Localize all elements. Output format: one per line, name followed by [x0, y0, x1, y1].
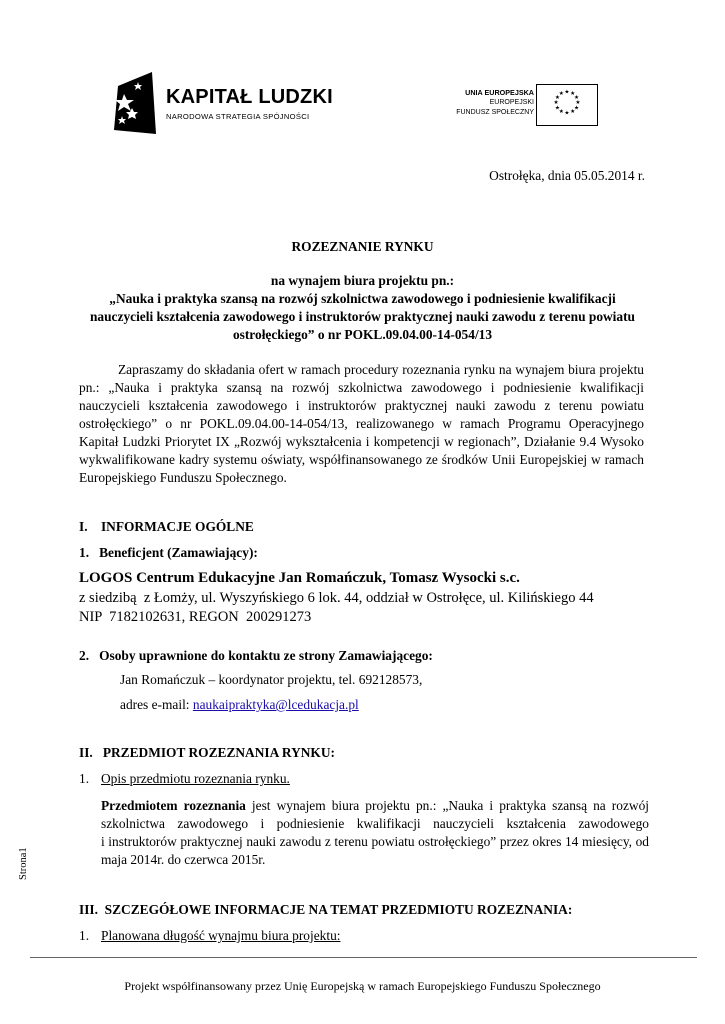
section2-item1-heading: Opis przedmiotu rozeznania rynku.: [101, 771, 290, 786]
subtitle-line4: ostrołęckiego” o nr POKL.09.04.00-14-054/13: [232, 327, 493, 342]
page-number-side-label: Strona1: [18, 847, 29, 880]
subtitle-line2: „Nauka i praktyka szansą na rozwój szkolnictwa zawodowego i podniesienie kwalifikacji: [109, 291, 616, 306]
svg-text:★: ★: [570, 91, 576, 97]
kapital-ludzki-title: KAPITAŁ LUDZKI: [166, 86, 333, 108]
kapital-ludzki-emblem-icon: [112, 72, 156, 134]
email-link[interactable]: naukaipraktyka@lcedukacja.pl: [192, 697, 359, 712]
contact-email-row: [120, 697, 359, 713]
subtitle-line3: nauczycieli kształcenia zawodowego i instruktorów praktycznej nauki zawodu z terenu powiatu: [89, 309, 636, 324]
description-line: szkolnictwa zawodowego i podniesienie kwalifikacji nauczycieli kształcenia zawodowego: [101, 816, 649, 831]
svg-text:★: ★: [564, 89, 570, 96]
kapital-ludzki-subtitle: NARODOWA STRATEGIA SPÓJNOŚCI: [166, 112, 310, 121]
svg-text:★: ★: [573, 94, 580, 101]
intro-line: nauczycieli kształcenia zawodowego i instruktorów praktycznej nauki zawodu z terenu powiatu: [79, 398, 644, 413]
email-label: adres e-mail:: [120, 697, 193, 712]
footer-text: Projekt współfinansowany przez Unię Europejską w ramach Europejskiego Funduszu Społecznego: [124, 979, 601, 993]
intro-line: Kapitał Ludzki Priorytet IX „Rozwój wykształcenia i kompetencji w regionach”, Działanie 9.4 Wysoko: [79, 434, 644, 449]
intro-line: pn.: „Nauka i praktyka szansą na rozwój szkolnictwa zawodowego i podniesienie kwalifikacji: [79, 380, 644, 395]
section3-item1-number: 1.: [79, 928, 90, 943]
svg-text:★: ★: [558, 91, 564, 97]
svg-text:★: ★: [554, 105, 561, 112]
svg-text:★: ★: [570, 109, 576, 116]
eu-logo-line3: FUNDUSZ SPOŁECZNY: [456, 109, 534, 116]
eu-logo-line2: EUROPEJSKI: [489, 99, 534, 106]
intro-line: wykwalifikowane kadry systemu oświaty, współfinansowanego ze środków Unii Europejskiej w ramach: [79, 452, 644, 467]
document-title: ROZEZNANIE RYNKU: [291, 239, 434, 254]
section1-item2-heading: 2. Osoby uprawnione do kontaktu ze strony Zamawiającego:: [79, 648, 433, 663]
footer-divider: [30, 957, 697, 958]
eu-logo: [440, 84, 600, 130]
description-line: [101, 798, 649, 814]
description-line: maja 2014r. do czerwca 2015r.: [101, 852, 266, 867]
section3-item1-heading: Planowana długość wynajmu biura projektu:: [101, 928, 341, 943]
svg-text:★: ★: [564, 110, 570, 117]
company-name: LOGOS Centrum Edukacyjne Jan Romańczuk, Tomasz Wysocki s.c.: [79, 570, 520, 586]
description-line: i instruktorów praktycznej nauki zawodu z terenu powiatu ostrołęckiego” przez okres 14 miesięcy, od: [101, 834, 649, 849]
section1-heading: I. INFORMACJE OGÓLNE: [79, 519, 254, 534]
contact-person: Jan Romańczuk – koordynator projektu, tel. 692128573,: [120, 672, 423, 687]
svg-text:★: ★: [575, 100, 581, 107]
description-text: jest wynajem biura projektu pn.: „Nauka i praktyka szansą na rozwój: [245, 798, 649, 813]
section1-item1-heading: 1. Beneficjent (Zamawiający):: [79, 545, 258, 560]
intro-line: Europejskiego Funduszu Społecznego.: [79, 470, 287, 485]
kapital-ludzki-logo: [112, 72, 333, 138]
svg-text:★: ★: [553, 100, 559, 107]
company-address: z siedzibą z Łomży, ul. Wyszyńskiego 6 lok. 44, oddział w Ostrołęce, ul. Kilińskiego 44: [79, 590, 594, 606]
section2-heading: II. PRZEDMIOT ROZEZNANIA RYNKU:: [79, 745, 335, 760]
section3-heading: III. SZCZEGÓŁOWE INFORMACJE NA TEMAT PRZEDMIOTU ROZEZNANIA:: [79, 902, 573, 917]
svg-text:★: ★: [558, 109, 564, 116]
svg-text:★: ★: [573, 105, 580, 112]
section2-item1-number: 1.: [79, 771, 90, 786]
description-bold: Przedmiotem rozeznania: [101, 798, 246, 813]
company-ids: NIP 7182102631, REGON 200291273: [79, 609, 312, 625]
intro-line: Zapraszamy do składania ofert w ramach procedury rozeznania rynku na wynajem biura projektu: [118, 362, 644, 377]
intro-line: ostrołęckiego” o nr POKL.09.04.00-14-054/13, realizowanego w ramach Programu Operacyjnego: [79, 416, 644, 431]
svg-text:★: ★: [554, 94, 561, 101]
subtitle-line1: na wynajem biura projektu pn.:: [270, 273, 455, 288]
place-date: Ostrołęka, dnia 05.05.2014 r.: [489, 168, 645, 183]
eu-logo-line1: UNIA EUROPEJSKA: [465, 88, 534, 97]
eu-flag-icon: [536, 84, 598, 126]
